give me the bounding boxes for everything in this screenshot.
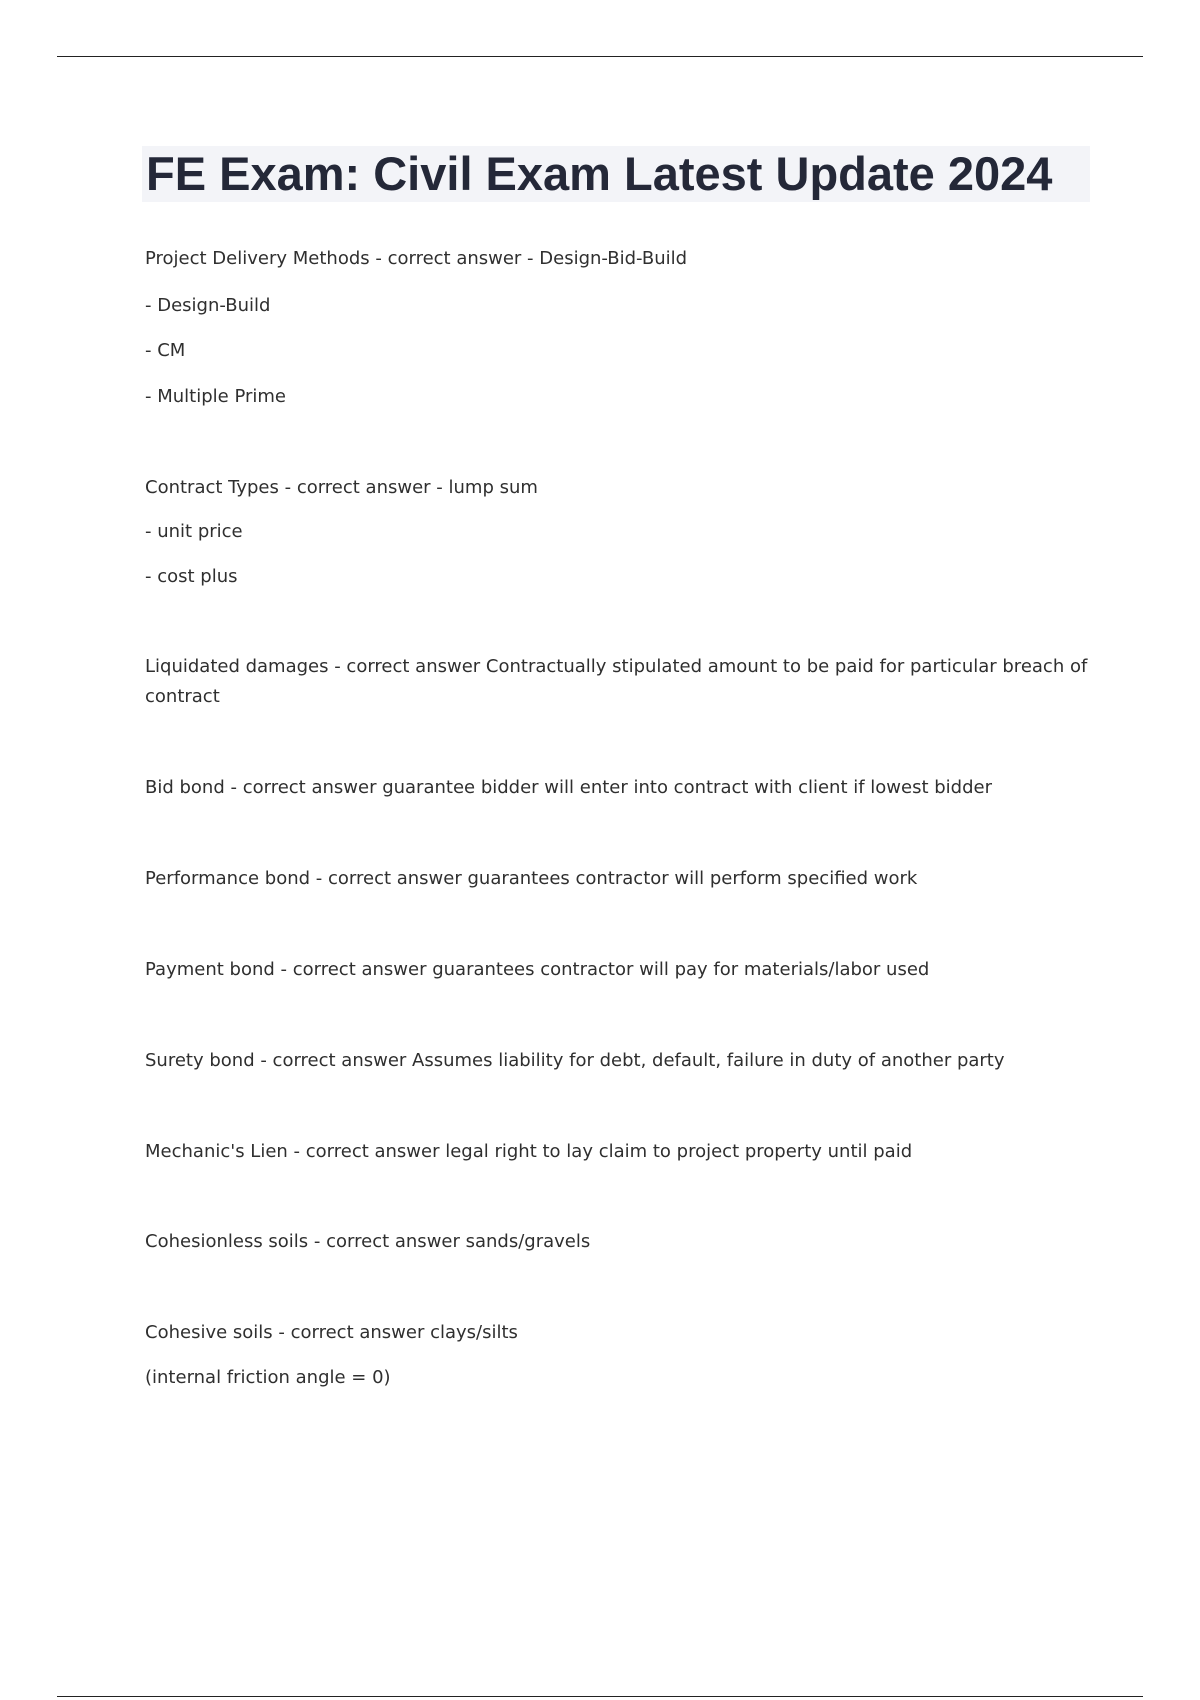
- title-highlight: [142, 146, 1090, 202]
- answer-line-unit-price: - unit price: [145, 521, 243, 542]
- answer-line-project-delivery: Project Delivery Methods - correct answer - Design-Bid-Build: [145, 248, 688, 269]
- answer-line-cohesionless-soils: Cohesionless soils - correct answer sands/gravels: [145, 1231, 591, 1252]
- answer-line-cohesive-soils: Cohesive soils - correct answer clays/silts: [145, 1322, 518, 1343]
- document-title: FE Exam: Civil Exam Latest Update 2024: [146, 147, 1053, 200]
- answer-line-performance-bond: Performance bond - correct answer guarantees contractor will perform specified work: [145, 868, 918, 889]
- answer-line-friction-angle: (internal friction angle = 0): [145, 1367, 391, 1388]
- answer-line-liquidated-damages: Liquidated damages - correct answer Contractually stipulated amount to be paid for particular breach of: [145, 656, 1088, 677]
- answer-line-liquidated-damages-cont: contract: [145, 686, 220, 707]
- top-divider: [57, 56, 1143, 57]
- answer-line-contract-types: Contract Types - correct answer - lump sum: [145, 477, 538, 498]
- answer-line-multiple-prime: - Multiple Prime: [145, 386, 286, 407]
- answer-line-mechanics-lien: Mechanic's Lien - correct answer legal right to lay claim to project property until paid: [145, 1141, 913, 1162]
- answer-line-payment-bond: Payment bond - correct answer guarantees contractor will pay for materials/labor used: [145, 959, 930, 980]
- answer-line-design-build: - Design-Build: [145, 295, 271, 316]
- answer-line-bid-bond: Bid bond - correct answer guarantee bidder will enter into contract with client if lowest bidder: [145, 777, 993, 798]
- answer-line-cost-plus: - cost plus: [145, 566, 238, 587]
- answer-line-surety-bond: Surety bond - correct answer Assumes liability for debt, default, failure in duty of another party: [145, 1050, 1005, 1071]
- bottom-divider: [57, 1696, 1143, 1697]
- answer-line-cm: - CM: [145, 340, 186, 361]
